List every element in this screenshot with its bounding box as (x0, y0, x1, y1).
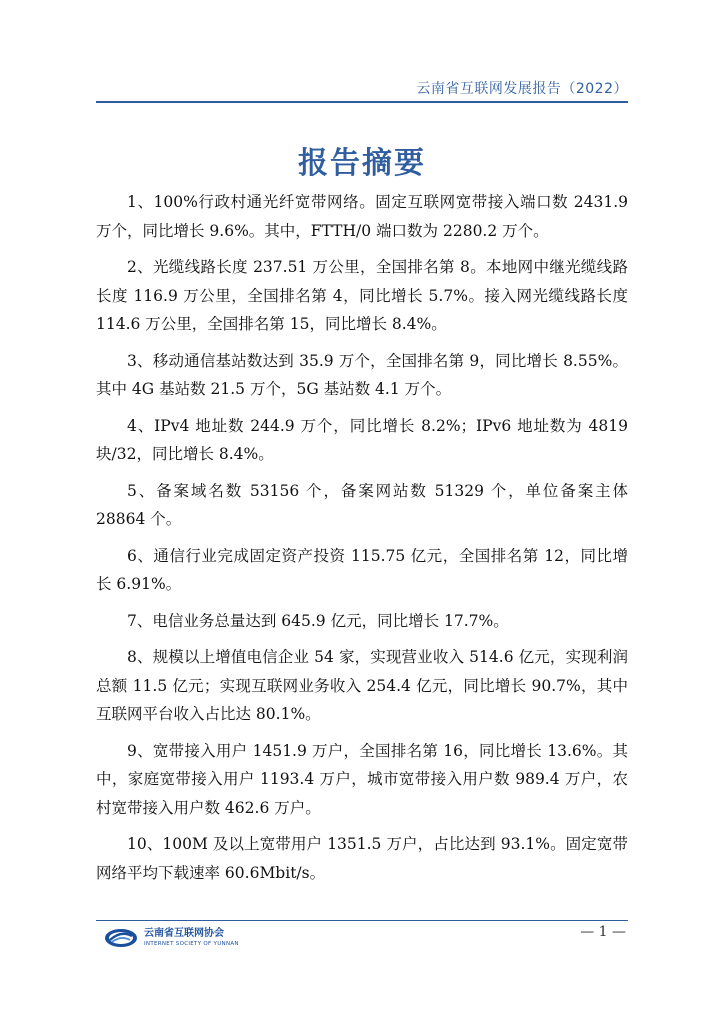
footer-divider (96, 920, 628, 921)
summary-item-10: 10、100M 及以上宽带用户 1351.5 万户，占比达到 93.1%。固定宽带网络平均下载速率 60.6Mbit/s。 (96, 835, 628, 882)
internet-society-logo-icon (104, 928, 138, 948)
footer-org-name-en: INTERNET SOCIETY OF YUNNAN (144, 940, 239, 947)
header-divider (96, 101, 628, 103)
summary-item-7: 7、电信业务总量达到 645.9 亿元，同比增长 17.7%。 (127, 611, 509, 630)
footer-org-name-cn: 云南省互联网协会 (144, 927, 224, 939)
summary-item-9: 9、宽带接入用户 1451.9 万户，全国排名第 16，同比增长 13.6%。其中，家庭宽带接入用户 1193.4 万户，城市宽带接入用户数 989.4 万户，农村宽带接入用户数 462.6 万户。 (96, 741, 628, 817)
summary-item-1: 1、100%行政村通光纤宽带网络。固定互联网宽带接入端口数 2431.9 万个，同比增长 9.6%。其中，FTTH/0 端口数为 2280.2 万个。 (96, 193, 628, 240)
footer-logo (104, 928, 239, 948)
summary-item-8: 8、规模以上增值电信企业 54 家，实现营业收入 514.6 亿元，实现利润总额 11.5 亿元；实现互联网业务收入 254.4 亿元，同比增长 90.7%，其中互联网平台收入占比达 80.1%。 (96, 648, 628, 723)
summary-item-5: 5、备案域名数 53156 个，备案网站数 51329 个，单位备案主体 28864 个。 (96, 481, 628, 528)
page-title: 报告摘要 (298, 146, 426, 181)
page-number: — 1 — (580, 924, 626, 940)
summary-item-2: 2、光缆线路长度 237.51 万公里，全国排名第 8。本地网中继光缆线路长度 116.9 万公里，全国排名第 4，同比增长 5.7%。接入网光缆线路长度 114.6 万公里，全国排名第 15，同比增长 8.4%。 (96, 258, 628, 333)
summary-item-4: 4、IPv4 地址数 244.9 万个，同比增长 8.2%；IPv6 地址数为 4819 块/32，同比增长 8.4%。 (96, 416, 628, 463)
summary-list (96, 188, 628, 895)
summary-item-6: 6、通信行业完成固定资产投资 115.75 亿元，全国排名第 12，同比增长 6.91%。 (96, 546, 628, 593)
report-header-title: 云南省互联网发展报告（2022） (416, 81, 628, 97)
summary-item-3: 3、移动通信基站数达到 35.9 万个，全国排名第 9，同比增长 8.55%。其中 4G 基站数 21.5 万个，5G 基站数 4.1 万个。 (96, 351, 628, 398)
